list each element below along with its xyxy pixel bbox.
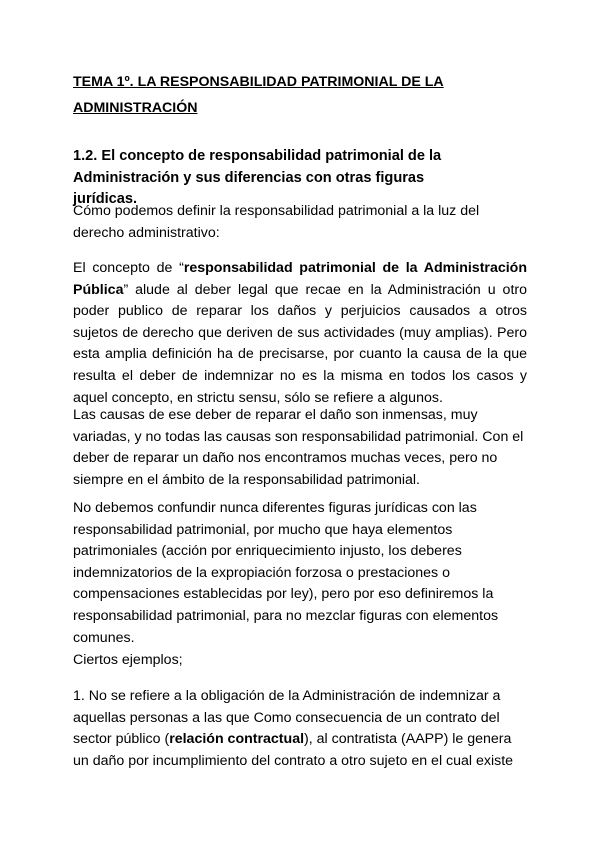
document-title (73, 69, 527, 121)
example-bold-term: relación contractual (169, 731, 305, 748)
paragraph-concept (73, 258, 527, 409)
section-heading: 1.2. El concepto de responsabilidad patrimonial de la Administración y sus diferencias con otras figuras jurídicas. (73, 148, 442, 207)
paragraph-causes: Las causas de ese deber de reparar el daño son inmensas, muy variadas, y no todas las causas son responsabilidad patrimonial. Con el deber de reparar un daño nos encontramos muchas veces, pero no siempre en el ámbito de la responsabilidad patrimonial. (73, 407, 524, 488)
example-text-pre: 1. No se refiere a la obligación de la Administración de indemnizar a aquellas personas a las que Como consecuencia de un contrato del sector público ( (73, 688, 501, 748)
paragraph-intro: Cómo podemos definir la responsabilidad patrimonial a la luz del derecho administrativo: (73, 203, 480, 241)
paragraph-example-1 (73, 686, 529, 772)
title-line-2: ADMINISTRACIÓN (73, 100, 198, 116)
example-text-post: ), al contratista (AAPP) le genera un daño por incumplimiento del contrato a otro sujeto en el cual existe (73, 731, 514, 769)
paragraph-examples-intro: Ciertos ejemplos; (73, 652, 183, 668)
concept-text-pre: El concepto de “ (73, 260, 184, 276)
paragraph-figures: No debemos confundir nunca diferentes figuras jurídicas con las responsabilidad patrimonial, por mucho que haya elementos patrimoniales (acción por enriquecimiento injusto, los deberes indemnizatorios de la expropiación forzosa o prestaciones o compensaciones establecidas por ley), pero por eso definiremos la responsabilidad patrimonial, para no mezclar figuras con elementos comunes. (73, 500, 499, 646)
concept-bold-term: responsabilidad patrimonial de la Administración Pública (73, 260, 527, 298)
title-line-1: TEMA 1º. LA RESPONSABILIDAD PATRIMONIAL DE LA (73, 74, 444, 90)
concept-text-post: ” alude al deber legal que recae en la Administración u otro poder publico de reparar los daños y perjuicios causados a otros sujetos de derecho que deriven de sus actividades (muy amplias). Pero esta amplia definición ha de precisarse, por cuanto la causa de la que resulta el deber de indemnizar no es la misma en todos los casos y aquel concepto, en strictu sensu, sólo se refiere a algunos. (73, 281, 527, 406)
